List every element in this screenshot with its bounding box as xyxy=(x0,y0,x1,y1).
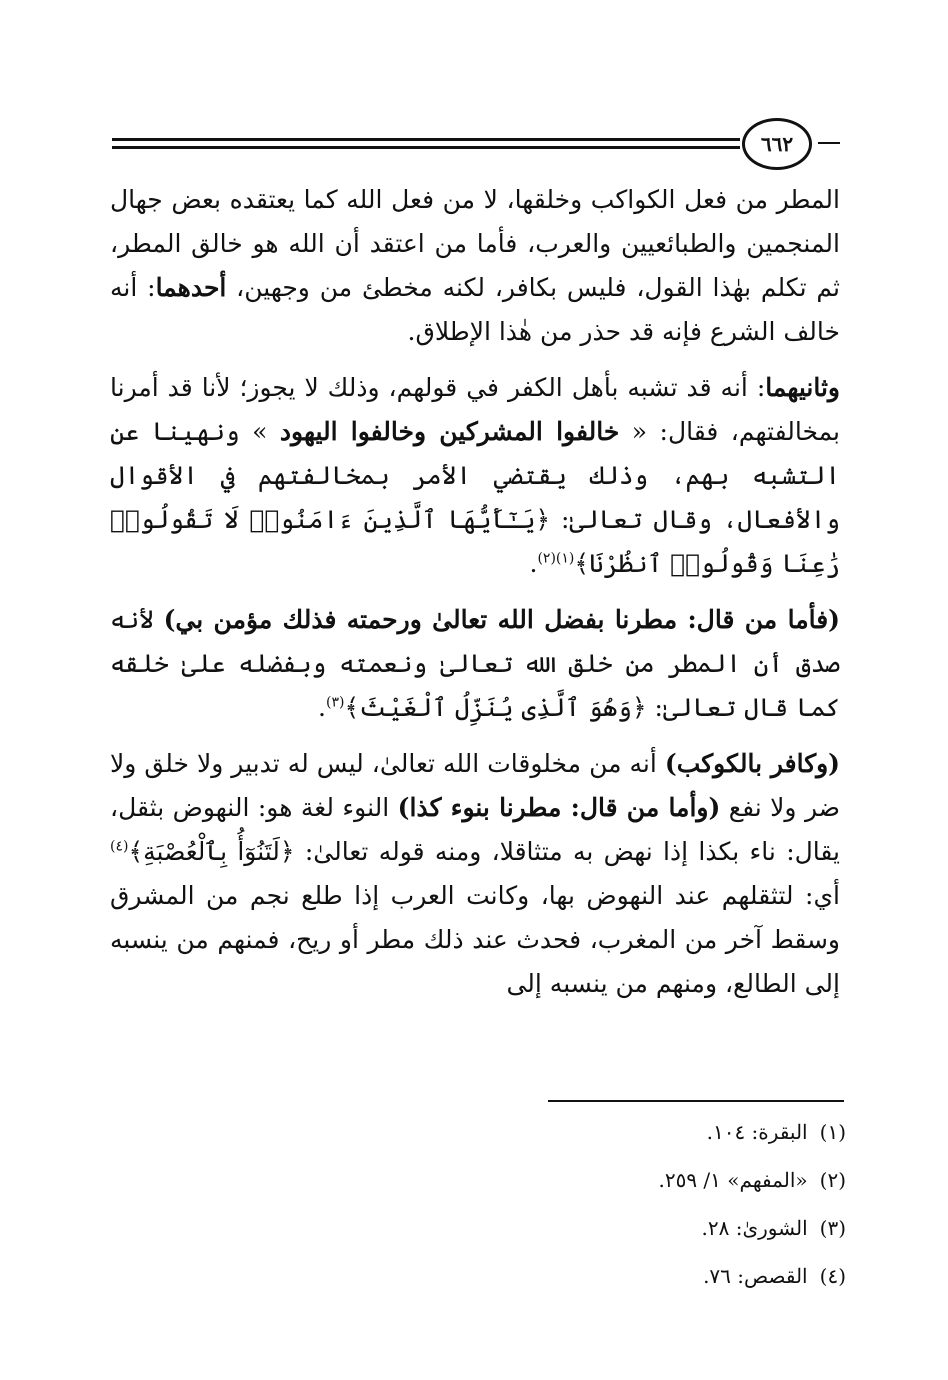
page-header xyxy=(112,118,838,170)
footnote-text: البقرة: ١٠٤. xyxy=(706,1120,808,1144)
main-text xyxy=(110,178,840,1018)
paragraph-4 xyxy=(110,742,840,1006)
hadith-quote: (فأما من قال: مطرنا بفضل الله تعالىٰ ورحمته فذلك مؤمن بي) xyxy=(163,605,840,634)
footnote-number: (٢) xyxy=(819,1168,846,1192)
hadith-quote: خالفوا المشركين وخالفوا اليهود xyxy=(279,417,620,446)
paragraph-text: » ونهينا عن التشبه بهم، وذلك يقتضي الأمر بمخالفتهم في الأقوال والأفعال، وقال تعالىٰ: ﴿يَـٰٓأَيُّهَا ٱلَّذِينَ ءَامَنُوا۟ لَا تَقُولُوا۟ رَٰعِنَا وَقُولُوا۟ ٱنظُرْنَا﴾ xyxy=(110,417,840,578)
paragraph-2 xyxy=(110,366,840,586)
footnote-number: (٤) xyxy=(819,1264,846,1288)
footnote-item xyxy=(500,1204,846,1252)
footnote-number: (١) xyxy=(819,1120,846,1144)
footnotes xyxy=(500,1108,846,1300)
paragraph-text: . xyxy=(318,693,326,722)
paragraph-text: المطر من فعل الكواكب وخلقها، لا من فعل الله كما يعتقده بعض جهال المنجمين والطبائعيين والعرب، فأما من اعتقد أن الله هو خالق المطر، ثم تكلم بهٰذا القول، فليس بكافر، لكنه مخطئ من وجهين، xyxy=(110,185,840,302)
footnote-separator xyxy=(548,1100,844,1102)
footnote-text: «المفهم» ١/ ٢٥٩. xyxy=(658,1168,808,1192)
header-rule-top xyxy=(112,138,740,141)
bold-term: وثانيهما xyxy=(765,373,840,402)
paragraph-text: أنه من مخلوقات الله تعالىٰ، ليس له تدبير ولا خلق ولا ضر ولا نفع xyxy=(110,749,840,822)
hadith-quote: (وكافر بالكوكب) xyxy=(664,749,840,778)
paragraph-text: لأنه صدق أن المطر من خلق الله تعالىٰ ونعمته وبفضله علىٰ خلقه كما قال تعالىٰ: ﴿وَهُوَ ٱلَّذِى يُنَزِّلُ ٱلْغَيْثَ﴾ xyxy=(110,605,840,722)
footnote-text: الشورىٰ: ٢٨. xyxy=(701,1216,808,1240)
page-number: ٦٦٢ xyxy=(742,118,812,170)
paragraph-text: أي: لتثقلهم عند النهوض بها، وكانت العرب إذا طلع نجم من المشرق وسقط آخر من المغرب، فحدث عند ذلك مطر أو ريح، فمنهم من ينسبه إلى الطالع، ومنهم من ينسبه إلى xyxy=(110,881,840,998)
footnote-item xyxy=(500,1108,846,1156)
footnote-ref[interactable]: (١)(٢) xyxy=(537,550,575,567)
paragraph-text: : أنه قد تشبه بأهل الكفر في قولهم، وذلك لا يجوز؛ لأنا قد أمرنا بمخالفتهم، فقال: « xyxy=(110,373,840,446)
hadith-quote: (وأما من قال: مطرنا بنوء كذا) xyxy=(397,793,721,822)
paragraph-text: النوء لغة هو: النهوض بثقل، يقال: ناء بكذا إذا نهض به متثاقلا، ومنه قوله تعالىٰ: ﴿لَتَنُوٓأُ بِٱلْعُصْبَةِ﴾ xyxy=(110,793,840,866)
footnote-text: القصص: ٧٦. xyxy=(703,1264,808,1288)
header-rule-bottom xyxy=(112,146,740,149)
footnote-ref[interactable]: (٣) xyxy=(325,694,345,711)
footnote-item xyxy=(500,1156,846,1204)
paragraph-3 xyxy=(110,598,840,730)
paragraph-text: . xyxy=(529,549,538,578)
bold-term: أحدهما xyxy=(155,273,227,302)
paragraph-1 xyxy=(110,178,840,354)
paragraph-text: : أنه خالف الشرع فإنه قد حذر من هٰذا الإطلاق. xyxy=(110,273,840,346)
footnote-item xyxy=(500,1252,846,1300)
footnote-number: (٣) xyxy=(819,1216,846,1240)
footnote-ref[interactable]: (٤) xyxy=(110,838,129,855)
header-rule-right xyxy=(818,142,840,144)
